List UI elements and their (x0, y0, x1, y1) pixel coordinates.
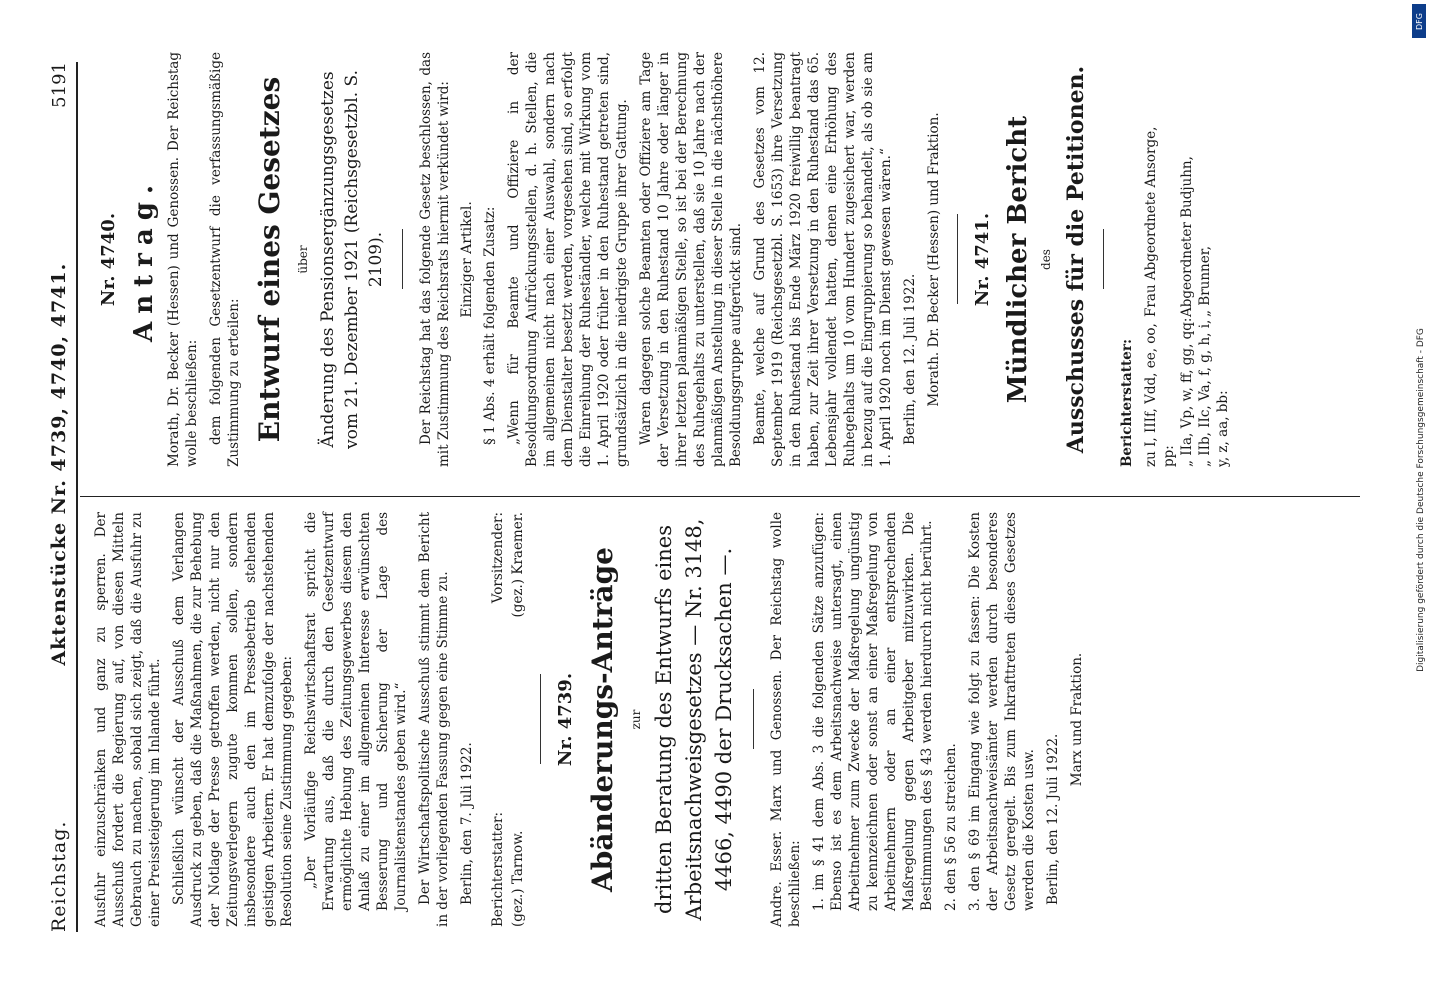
page-number: 5191 (49, 62, 70, 108)
signature-right-name: (gez.) Kraemer. (510, 512, 526, 618)
section-subtitle-4739: dritten Beratung des Entwurfs eines Arbeitsnachweisgesetzes — Nr. 3148, 4466, 4490 der Drucksachen —. (652, 518, 736, 921)
reporters-list (1142, 52, 1232, 467)
signature-right-label: Vorsitzender: (490, 512, 506, 604)
reporter-scope: „ IIb, IIc, Va, f, g, h, i, y, z, aa, bb: (1197, 319, 1231, 467)
reporter-scope: „ IIa, Vp, w, ff, gg, qq: (1179, 317, 1195, 467)
report-subtitle: Ausschusses für die Petitionen. (1063, 65, 1089, 454)
column-divider (80, 496, 1360, 497)
left-signature-2: Marx und Fraktion. (1069, 652, 1085, 787)
right-intro: Morath, Dr. Becker (Hessen) und Genossen. Der Reichstag wolle beschließen: (166, 52, 200, 467)
reporter-name: Frau Abgeordnete Ansorge, (1143, 126, 1159, 317)
right-date: Berlin, den 12. Juli 1922. (902, 273, 918, 445)
section-number-4739: Nr. 4739. (555, 672, 576, 767)
header-center: Aktenstücke Nr. 4739, 4740, 4741. (48, 262, 70, 666)
page-header (40, 62, 78, 932)
reporters-heading: Berichterstatter: (1119, 339, 1135, 467)
left-paragraph-2: Schließlich wünscht der Ausschuß dem Verlangen Ausdruck zu geben, daß die Maßnahmen, die zur Behebung der Notlage der Presse getroffen werden, nicht nur den Zeitungsverlegern zugute kommen sollen, sondern insbesondere auch den im Pressebetrieb stehenden geistigen Arbeitern. Er hat demzufolge der nachstehenden Resolution seine Zustimmung gegeben: (171, 512, 295, 927)
left-paragraph-4: Der Wirtschaftspolitische Ausschuß stimmt dem Bericht in der vorliegenden Fassung gegen eine Stimme zu. (417, 512, 451, 927)
left-paragraph-1: Ausfuhr einzuschränken und ganz zu sperren. Der Ausschuß fordert die Regierung auf, von diesen Mitteln Gebrauch zu machen, sobald sich zeigt, daß die Ausfuhr zu einer Preissteigerung im Inlande führt. (93, 512, 163, 927)
left-column (92, 512, 1092, 927)
reporter-row (1178, 52, 1196, 467)
motion-item-2: 2. den § 56 zu streichen. (943, 743, 959, 911)
signature-row-2 (510, 512, 526, 927)
left-date-1: Berlin, den 7. Juli 1922. (459, 742, 475, 905)
report-des: des (1039, 249, 1053, 270)
separator (957, 215, 958, 305)
right-paragraph-5: Waren dagegen solche Beamten oder Offiziere am Tage der Versetzung in den Ruhestand 10 Jahre oder länger in ihrer letzten planmäßigen Stelle, so ist bei der Berechnung des Ruhegehalts zu unterstellen, daß sie 10 Jahre nach der planmäßigen Anstellung in dieser Stelle in die nächsthöhere Besoldungsgruppe aufgerückt sind. (638, 52, 744, 467)
section-title-4740: Antrag. (129, 177, 159, 342)
separator (402, 230, 403, 290)
signature-left-name: (gez.) Tarnow. (510, 830, 526, 927)
right-paragraph-1: dem folgenden Gesetzentwurf die verfassungsmäßige Zustimmung zu erteilen: (208, 52, 242, 467)
left-date-2: Berlin, den 12. Juli 1922. (1045, 733, 1061, 905)
right-paragraph-2: Der Reichstag hat das folgende Gesetz beschlossen, das mit Zustimmung des Reichsrats hiermit verkündet wird: (418, 52, 452, 467)
right-column (92, 52, 1232, 467)
separator (753, 690, 754, 750)
right-paragraph-6: Beamte, welche auf Grund des Gesetzes vom 12. September 1919 (Reichsgesetzbl. S. 1653) ihre Versetzung in den Ruhestand bis Ende März 1920 freiwillig beantragt haben, zur Zeit ihrer Versetzung in den Ruhestand das 65. Lebensjahr vollendet hatten, denen eine Erhöhung des Ruhegehalts um 10 vom Hundert zugesichert war, werden in bezug auf die Eingruppierung so behandelt, als ob sie am 1. April 1920 noch im Dienst gewesen wären.“ (752, 52, 894, 467)
rotated-page (0, 32, 1395, 962)
report-title: Mündlicher Bericht (1003, 115, 1033, 404)
dfg-logo-text: DFG (1414, 12, 1424, 30)
law-subtitle: Änderung des Pensionsergänzungsgesetzes vom 21. Dezember 1921 (Reichsgesetzbl. S. 2109). (318, 70, 386, 449)
motion-intro: Andre. Esser. Marx und Genossen. Der Reichstag wolle beschließen: (769, 512, 803, 927)
reporter-name: „ Brunner, (1197, 246, 1213, 317)
header-left: Reichstag. (48, 820, 70, 932)
right-paragraph-3: § 1 Abs. 4 erhält folgenden Zusatz: (482, 206, 498, 445)
reporter-name: Abgeordneter Budjuhn, (1179, 156, 1195, 317)
signature-row-1 (490, 512, 506, 927)
law-draft-title: Entwurf eines Gesetzes (253, 76, 286, 443)
digitization-note (1410, 6, 1432, 994)
right-signature: Morath. Dr. Becker (Hessen) und Fraktion. (926, 112, 942, 407)
law-ueber: über (296, 245, 310, 274)
separator (1103, 230, 1104, 290)
right-paragraph-4: „Wenn für Beamte und Offiziere in der Besoldungsordnung Aufrückungsstellen, d. h. Stellen, die im allgemeinen nicht nach einer Auswahl, sondern nach dem Dienstalter besetzt werden, vorgesehen sind, so erfolgt die Einreihung der Ruheständler, welche mit Wirkung vom 1. April 1920 oder früher in den Ruhestand getreten sind, grundsätzlich in die niedrigste Gruppe ihrer Gattung. (506, 52, 630, 467)
motion-item-3: 3. den § 69 im Eingang wie folgt zu fassen: Die Kosten der Arbeitsnachweisämter werden durch besonderes Gesetz geregelt. Bis zum Inkrafttreten dieses Gesetzes werden die Kosten usw. (967, 512, 1037, 911)
reporter-row (1196, 52, 1232, 467)
reporter-scope: zu I, IIIf, Vdd, ee, oo, pp: (1143, 323, 1177, 467)
motion-item-1: 1. im § 41 dem Abs. 3 die folgenden Sätze anzufügen: Ebenso ist es dem Arbeitsnachweise untersagt, einen Arbeitnehmer zum Zwecke der Maßregelung ungünstig zu kennzeichnen oder sonst an einer Maßregelung von Arbeitnehmern oder an einer entsprechenden Maßregelung gegen Arbeitgeber mitzuwirken. Die Bestimmungen des § 43 werden hierdurch nicht berührt. (811, 512, 935, 911)
left-resolution: „Der Vorläufige Reichswirtschaftsrat spricht die Erwartung aus, daß die durch den Gesetzentwurf ermöglichte Hebung des Zeitungsgewerbes diesem den Anlaß zu einer im allgemeinen Interesse erwünschten Besserung und Sicherung der Lage des Journalistenstandes geben wird.“ (303, 512, 409, 911)
separator (540, 675, 541, 765)
dfg-logo (1412, 4, 1426, 38)
section-zur: zur (629, 709, 643, 730)
reporter-row (1142, 52, 1178, 467)
digitization-note-text: Digitalisierung gefördert durch die Deutsche Forschungsgemeinschaft - DFG (1416, 328, 1426, 672)
section-number-4740: Nr. 4740. (98, 212, 119, 307)
section-title-4739: Abänderungs-Anträge (586, 547, 619, 892)
article-heading: Einziger Artikel. (459, 201, 475, 318)
section-number-4741: Nr. 4741. (972, 212, 993, 307)
signature-left-label: Berichterstatter: (490, 811, 506, 927)
